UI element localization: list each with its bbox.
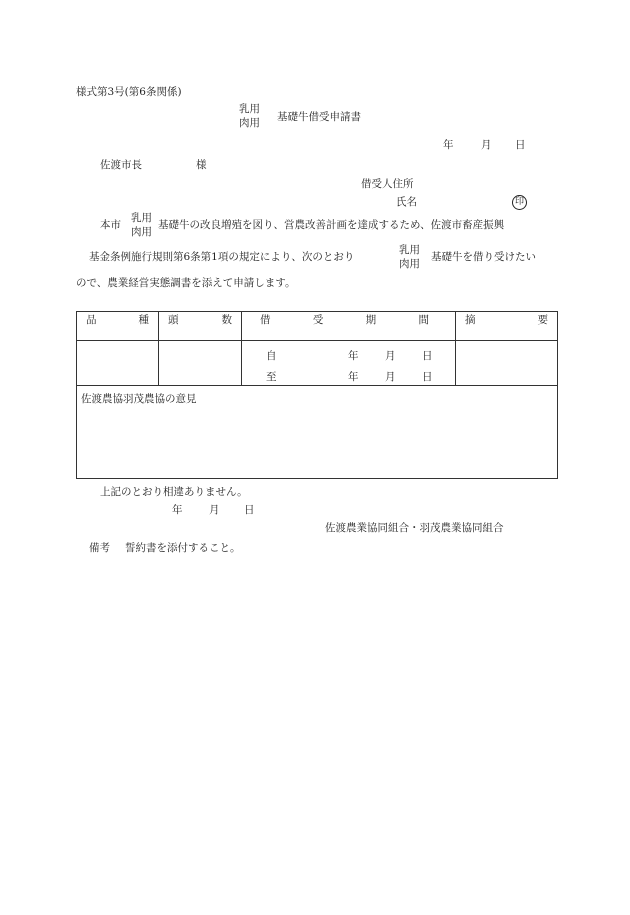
body-type-dairy-1: 乳用 bbox=[131, 212, 152, 224]
period-to-label: 至 bbox=[266, 371, 277, 383]
title-type-stack bbox=[239, 103, 260, 130]
date-day: 日 bbox=[515, 139, 526, 151]
confirmation-day: 日 bbox=[244, 504, 255, 516]
period-to-year: 年 bbox=[348, 371, 359, 383]
date-year: 年 bbox=[443, 139, 454, 151]
seal-mark: 印 bbox=[512, 195, 527, 210]
body-line2-prefix: 基金条例施行規則第6条第1項の規定により、次のとおり bbox=[89, 251, 355, 263]
confirmation-organization: 佐渡農業協同組合・羽茂農業協同組合 bbox=[325, 522, 504, 534]
header-head-count: 頭 数 bbox=[159, 312, 242, 341]
period-to-day: 日 bbox=[422, 371, 433, 383]
title-type-beef: 肉用 bbox=[239, 116, 260, 129]
note-label: 備考 bbox=[89, 542, 110, 554]
body-line2-suffix: 基礎牛を借り受けたい bbox=[431, 251, 536, 263]
body-line1-prefix: 本市 bbox=[100, 219, 121, 231]
document-title: 基礎牛借受申請書 bbox=[277, 111, 361, 123]
period-from-label: 自 bbox=[266, 350, 277, 362]
confirmation-year: 年 bbox=[172, 504, 183, 516]
addressee-honorific: 様 bbox=[196, 159, 207, 171]
table-data-row bbox=[77, 341, 558, 386]
header-remarks: 摘 要 bbox=[456, 312, 558, 341]
body-type-beef-1: 肉用 bbox=[131, 225, 152, 238]
period-from-month: 月 bbox=[385, 350, 396, 362]
body-type-stack-1 bbox=[131, 212, 152, 239]
cell-breed bbox=[77, 341, 159, 386]
body-type-stack-2 bbox=[399, 244, 420, 271]
date-month: 月 bbox=[481, 139, 492, 151]
period-from-year: 年 bbox=[348, 350, 359, 362]
applicant-name-label: 氏名 bbox=[396, 196, 417, 208]
table-opinion-row bbox=[77, 386, 558, 479]
cell-opinion bbox=[77, 386, 558, 479]
title-type-dairy: 乳用 bbox=[239, 103, 260, 115]
body-line3: ので、農業経営実態調書を添えて申請します。 bbox=[76, 277, 296, 289]
cell-lease-period bbox=[242, 341, 456, 386]
cell-head-count bbox=[159, 341, 242, 386]
body-type-dairy-2: 乳用 bbox=[399, 244, 420, 256]
form-number: 様式第3号(第6条関係) bbox=[76, 86, 182, 98]
body-type-beef-2: 肉用 bbox=[399, 257, 420, 270]
header-lease-period: 借 受 期 間 bbox=[242, 312, 456, 341]
addressee-name: 佐渡市長 bbox=[100, 159, 142, 171]
note-text: 誓約書を添付すること。 bbox=[125, 542, 241, 554]
application-table bbox=[76, 311, 558, 479]
confirmation-text: 上記のとおり相違ありません。 bbox=[100, 486, 248, 498]
period-from-day: 日 bbox=[422, 350, 433, 362]
cell-remarks bbox=[456, 341, 558, 386]
confirmation-month: 月 bbox=[209, 504, 220, 516]
body-line1-suffix: 基礎牛の改良増殖を図り、営農改善計画を達成するため、佐渡市畜産振興 bbox=[158, 219, 505, 231]
header-breed: 品 種 bbox=[77, 312, 159, 341]
applicant-address-label: 借受人住所 bbox=[361, 178, 414, 190]
table-header-row bbox=[77, 312, 558, 341]
opinion-label: 佐渡農協羽茂農協の意見 bbox=[81, 393, 197, 405]
period-to-month: 月 bbox=[385, 371, 396, 383]
